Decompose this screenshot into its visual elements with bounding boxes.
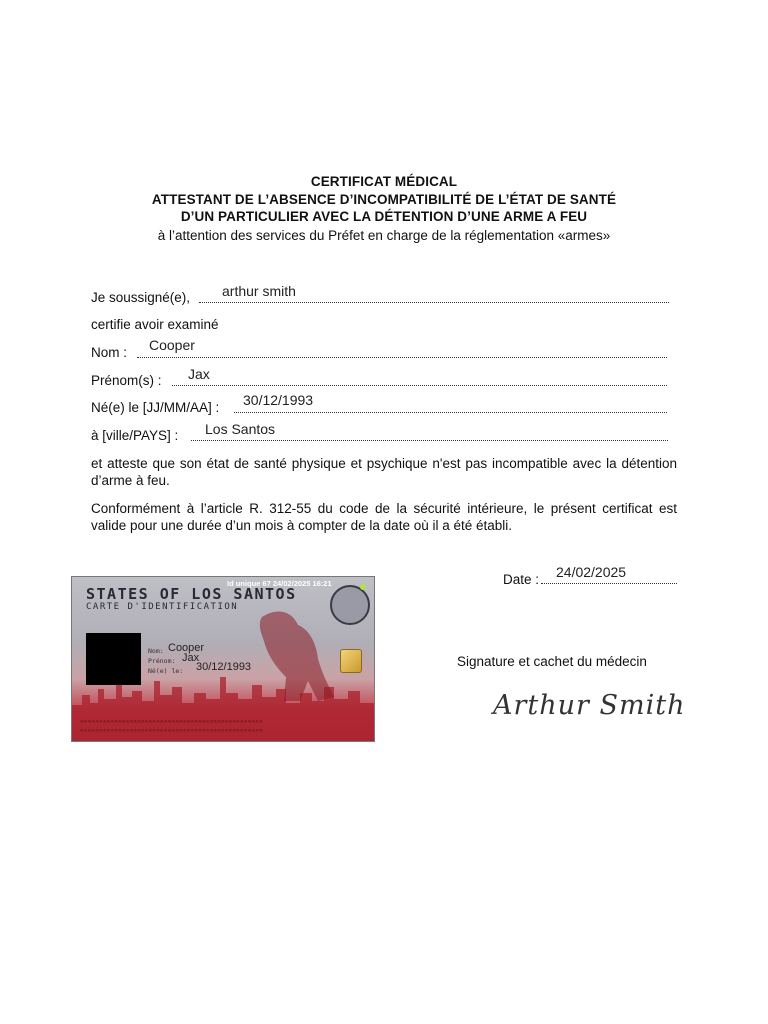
ville-dotted-line (191, 440, 668, 441)
naissance-field[interactable]: 30/12/1993 (243, 392, 314, 408)
id-card-image (71, 576, 375, 742)
certificate-heading-line-3: D’UN PARTICULIER AVEC LA DÉTENTION D’UNE ARME A FEU (180, 209, 588, 224)
prenom-label: Prénom(s) : (91, 373, 162, 388)
card-meta-text: Id unique 67 24/02/2025 16:21 (227, 579, 332, 588)
soussigne-dotted-line (199, 302, 669, 303)
naissance-dotted-line (234, 412, 667, 413)
soussigne-field[interactable]: arthur smith (222, 283, 296, 299)
nom-dotted-line (137, 357, 667, 358)
date-dotted-line (541, 583, 677, 584)
date-field[interactable]: 24/02/2025 (556, 564, 627, 580)
ville-field[interactable]: Los Santos (205, 421, 276, 437)
soussigne-label: Je soussigné(e), (91, 290, 191, 305)
status-dot-icon (360, 584, 366, 590)
nom-label: Nom : (91, 345, 128, 360)
validity-paragraph: Conformément à l’article R. 312-55 du code de la sécurité intérieure, le présent certificat est valide pour une durée d’un mois à compter de la date où il a été établi. (91, 501, 677, 533)
date-label: Date : (503, 572, 540, 587)
ville-label: à [ville/PAYS] : (91, 428, 179, 443)
card-mrz-line-1: <<<<<<<<<<<<<<<<<<<<<<<<<<<<<<<<<<<<<<<<<<<<<<<< (80, 719, 263, 725)
naissance-label: Né(e) le [JJ/MM/AA] : (91, 400, 220, 415)
card-nom-label: Nom: (148, 647, 164, 655)
card-prenom-value: Jax (182, 652, 200, 664)
state-seal-icon (330, 585, 370, 625)
certifie-text: certifie avoir examiné (91, 317, 219, 332)
certificate-heading-line-2: ATTESTANT DE L’ABSENCE D’INCOMPATIBILITÉ DE L’ÉTAT DE SANTÉ (151, 192, 617, 207)
card-prenom-label: Prénom: (148, 657, 176, 665)
card-naissance-value: 30/12/1993 (196, 661, 252, 673)
attestation-paragraph: et atteste que son état de santé physique et psychique n'est pas incompatible avec la détention d’arme à feu. (91, 456, 677, 488)
signature-label: Signature et cachet du médecin (457, 654, 647, 669)
handwritten-signature: Arthur Smith (493, 690, 686, 721)
prenom-field[interactable]: Jax (188, 366, 210, 382)
card-chip-icon (340, 649, 362, 673)
card-subtitle: CARTE D'IDENTIFICATION (86, 602, 239, 612)
prenom-dotted-line (172, 385, 667, 386)
card-nom-value: Cooper (168, 642, 205, 654)
card-mrz-line-2: <<<<<<<<<<<<<<<<<<<<<<<<<<<<<<<<<<<<<<<<<<<<<<<< (80, 728, 263, 734)
redacted-photo (86, 633, 141, 685)
nom-field[interactable]: Cooper (149, 337, 195, 353)
certificate-title: CERTIFICAT MÉDICAL (310, 174, 458, 189)
certificate-addressee: à l’attention des services du Préfet en charge de la réglementation «armes» (157, 228, 611, 243)
card-title: STATES OF LOS SANTOS (86, 585, 297, 603)
card-naissance-label: Né(e) le: (148, 667, 184, 675)
